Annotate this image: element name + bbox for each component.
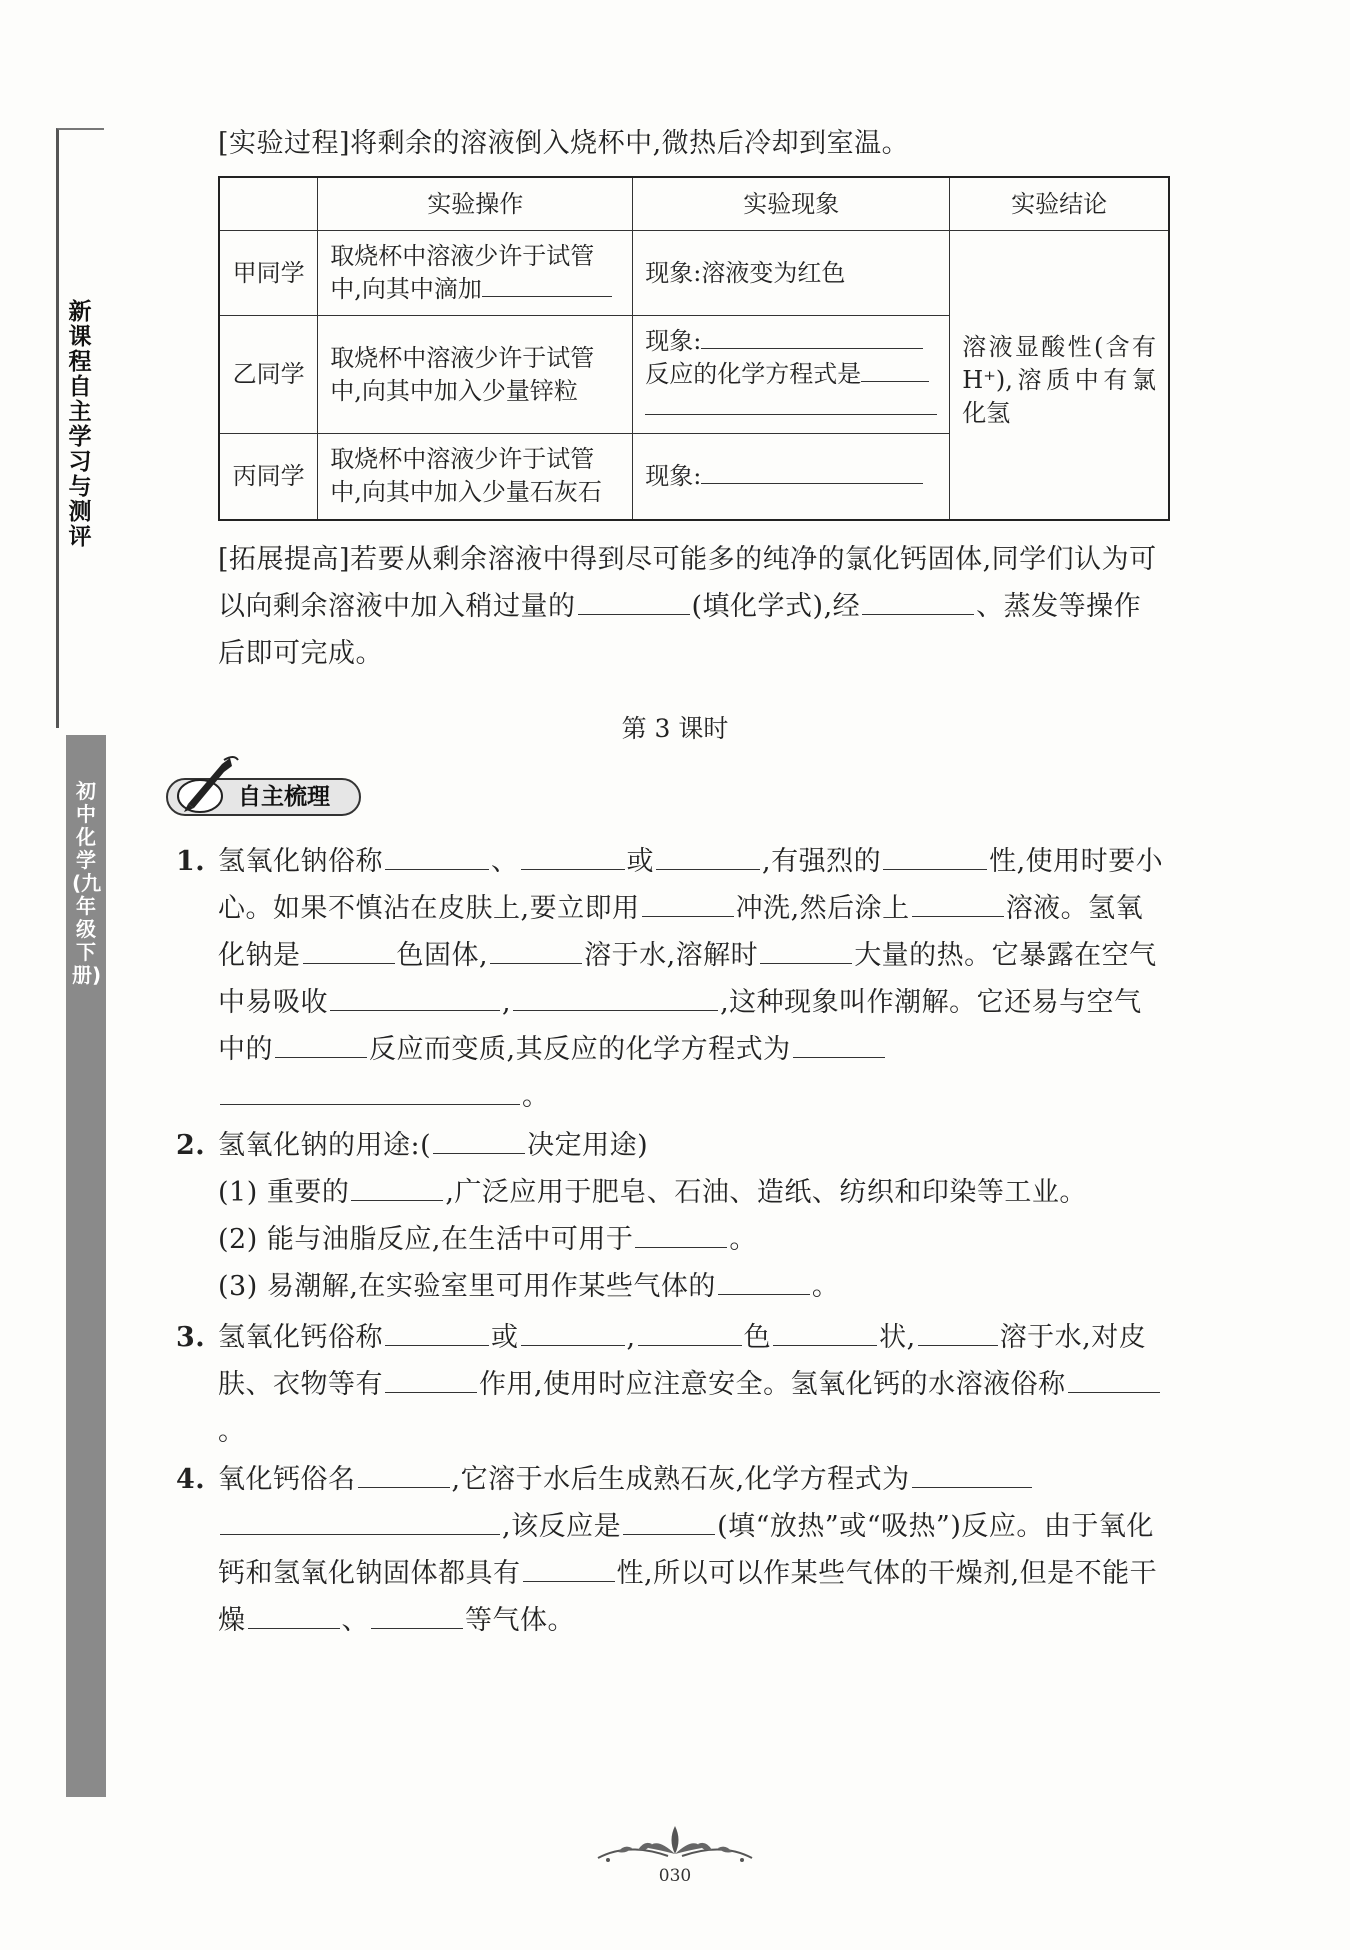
answer-blank[interactable] — [918, 1319, 998, 1346]
phenomenon-cell: 现象:溶液变为红色 — [633, 231, 950, 316]
question-text: 性,使用时要小心。如果不慎沾在皮肤上,要立即用 — [218, 846, 1164, 924]
question-number: 2. — [176, 1130, 206, 1161]
operation-text: 取烧杯中溶液少许于试管中,向其中滴加 — [330, 242, 595, 303]
answer-blank[interactable] — [578, 588, 690, 615]
answer-blank[interactable] — [513, 984, 718, 1011]
question-text: 或 — [491, 1322, 519, 1353]
process-paragraph — [218, 120, 1168, 167]
extension-tag: [拓展提高] — [218, 544, 351, 575]
answer-blank[interactable] — [862, 588, 974, 615]
question-text: 氢氧化钙俗称 — [218, 1322, 383, 1353]
question-3 — [176, 1314, 1168, 1455]
answer-blank[interactable] — [385, 1319, 489, 1346]
sub-question-text: (1) 重要的 — [218, 1177, 350, 1208]
question-text: 大量的热。它暴露在空气中易吸收 — [218, 940, 1157, 1018]
header-blank — [219, 177, 318, 231]
table-row — [219, 231, 1169, 316]
question-number: 4. — [176, 1464, 206, 1495]
question-text: 溶液。氢氧化钠是 — [218, 893, 1144, 971]
answer-blank[interactable] — [490, 937, 582, 964]
series-title: 新课程自主学习与测评 — [68, 299, 92, 550]
pen-icon — [174, 752, 244, 814]
question-text: ,它溶于水后生成熟石灰,化学方程式为 — [451, 1464, 910, 1495]
phenomenon-cell — [633, 316, 950, 434]
question-number: 3. — [176, 1322, 206, 1353]
answer-blank[interactable] — [371, 1602, 463, 1629]
header-cell: 实验结论 — [950, 177, 1169, 231]
page-number: 030 — [658, 1866, 692, 1886]
answer-blank[interactable] — [385, 1366, 477, 1393]
question-text: ,有强烈的 — [762, 846, 882, 877]
badge-label: 自主梳理 — [238, 784, 330, 810]
question-text: 氢氧化钠的用途:( — [218, 1130, 432, 1161]
operation-cell — [318, 231, 633, 316]
answer-blank[interactable] — [523, 1555, 615, 1582]
question-text: 或 — [626, 846, 654, 877]
answer-blank[interactable] — [385, 843, 489, 870]
question-4 — [176, 1456, 1168, 1644]
answer-blank[interactable] — [303, 937, 395, 964]
process-text: 将剩余的溶液倒入烧杯中,微热后冷却到室温。 — [350, 128, 910, 159]
question-text: 等气体。 — [465, 1605, 575, 1636]
extension-text: 若要从剩余溶液中得到尽可能多的纯净的氯化钙固体,同学们认为可以向剩余溶液中加入稍过量的 — [218, 544, 1157, 622]
answer-blank[interactable] — [220, 1508, 500, 1535]
answer-blank[interactable] — [701, 461, 923, 484]
question-text: , — [502, 987, 512, 1018]
question-text: 作用,使用时应注意安全。氢氧化钙的水溶液俗称 — [479, 1369, 1066, 1400]
answer-blank[interactable] — [760, 937, 852, 964]
answer-blank[interactable] — [248, 1602, 340, 1629]
operation-cell: 取烧杯中溶液少许于试管中,向其中加入少量石灰石 — [318, 434, 633, 520]
sub-question-text: (2) 能与油脂反应,在生活中可用于 — [218, 1224, 634, 1255]
question-text: 溶于水,溶解时 — [584, 940, 759, 971]
answer-blank[interactable] — [645, 392, 937, 415]
answer-blank[interactable] — [718, 1268, 810, 1295]
answer-blank[interactable] — [351, 1174, 443, 1201]
sub-question-text: 。 — [729, 1224, 757, 1255]
sub-question-text: 。 — [811, 1271, 840, 1302]
question-text: 状, — [879, 1322, 916, 1353]
answer-blank[interactable] — [773, 1319, 877, 1346]
extension-text: 、蒸发等操作后即可完成。 — [218, 591, 1142, 669]
question-text: 。 — [218, 1416, 246, 1447]
question-text: 溶于水,对皮肤、衣物等有 — [218, 1322, 1147, 1400]
operation-cell: 取烧杯中溶液少许于试管中,向其中加入少量锌粒 — [318, 316, 633, 434]
question-text: 决定用途) — [527, 1130, 649, 1161]
extension-paragraph — [218, 536, 1168, 677]
answer-blank[interactable] — [433, 1127, 525, 1154]
sub-question-text: (3) 易潮解,在实验室里可用作某些气体的 — [218, 1271, 716, 1302]
header-cell: 实验现象 — [633, 177, 950, 231]
answer-blank[interactable] — [912, 890, 1004, 917]
phenomenon-label: 现象: — [645, 327, 702, 355]
question-text: 性,所以可以作某些气体的干燥剂,但是不能干燥 — [218, 1558, 1158, 1636]
question-text: ,这种现象叫作潮解。它还易与空气中的 — [218, 987, 1142, 1065]
answer-blank[interactable] — [635, 1221, 727, 1248]
answer-blank[interactable] — [861, 359, 929, 382]
book-title: 初中化学(九年级下册) — [72, 779, 102, 987]
answer-blank[interactable] — [883, 843, 987, 870]
student-cell: 甲同学 — [219, 231, 318, 316]
conclusion-cell: 溶液显酸性(含有H⁺),溶质中有氯化氢 — [950, 231, 1169, 520]
equation-label: 反应的化学方程式是 — [645, 360, 862, 388]
sub-question-text: ,广泛应用于肥皂、石油、造纸、纺织和印染等工业。 — [445, 1177, 1087, 1208]
question-text: 。 — [522, 1081, 550, 1112]
answer-blank[interactable] — [521, 843, 625, 870]
answer-blank[interactable] — [638, 1319, 742, 1346]
student-cell: 乙同学 — [219, 316, 318, 434]
question-2 — [176, 1122, 1168, 1310]
answer-blank[interactable] — [656, 843, 760, 870]
question-text: 色 — [743, 1322, 772, 1353]
extension-text: (填化学式),经 — [691, 591, 861, 622]
question-text: , — [626, 1322, 636, 1353]
table-header-row — [219, 177, 1169, 231]
ornament-icon — [588, 1822, 762, 1866]
question-text: 氢氧化钠俗称 — [218, 846, 383, 877]
answer-blank[interactable] — [701, 326, 923, 349]
question-text: 、 — [491, 846, 519, 877]
answer-blank[interactable] — [642, 890, 734, 917]
answer-blank[interactable] — [330, 984, 500, 1011]
question-text: 反应而变质,其反应的化学方程式为 — [369, 1034, 791, 1065]
question-number: 1. — [176, 846, 206, 877]
answer-blank[interactable] — [1068, 1366, 1160, 1393]
answer-blank[interactable] — [482, 274, 612, 297]
question-text: ,该反应是 — [502, 1511, 622, 1542]
phenomenon-label: 现象: — [645, 461, 702, 490]
question-text: 色固体, — [396, 940, 489, 971]
question-text: 冲洗,然后涂上 — [735, 893, 910, 924]
lesson-title: 第 3 课时 — [621, 714, 729, 743]
answer-blank[interactable] — [623, 1508, 715, 1535]
answer-blank[interactable] — [358, 1461, 450, 1488]
phenomenon-cell — [633, 434, 950, 520]
answer-blank[interactable] — [793, 1031, 885, 1058]
student-cell: 丙同学 — [219, 434, 318, 520]
process-tag: [实验过程] — [218, 128, 351, 159]
experiment-table — [218, 176, 1170, 521]
answer-blank[interactable] — [521, 1319, 625, 1346]
question-text: 氧化钙俗名 — [218, 1464, 356, 1495]
question-1 — [176, 838, 1168, 1120]
answer-blank[interactable] — [220, 1078, 520, 1105]
header-cell: 实验操作 — [318, 177, 633, 231]
question-text: (填“放热”或“吸热”)反应。由于氧化钙和氢氧化钠固体都具有 — [218, 1511, 1154, 1589]
answer-blank[interactable] — [275, 1031, 367, 1058]
answer-blank[interactable] — [912, 1461, 1032, 1488]
question-text: 、 — [341, 1605, 369, 1636]
